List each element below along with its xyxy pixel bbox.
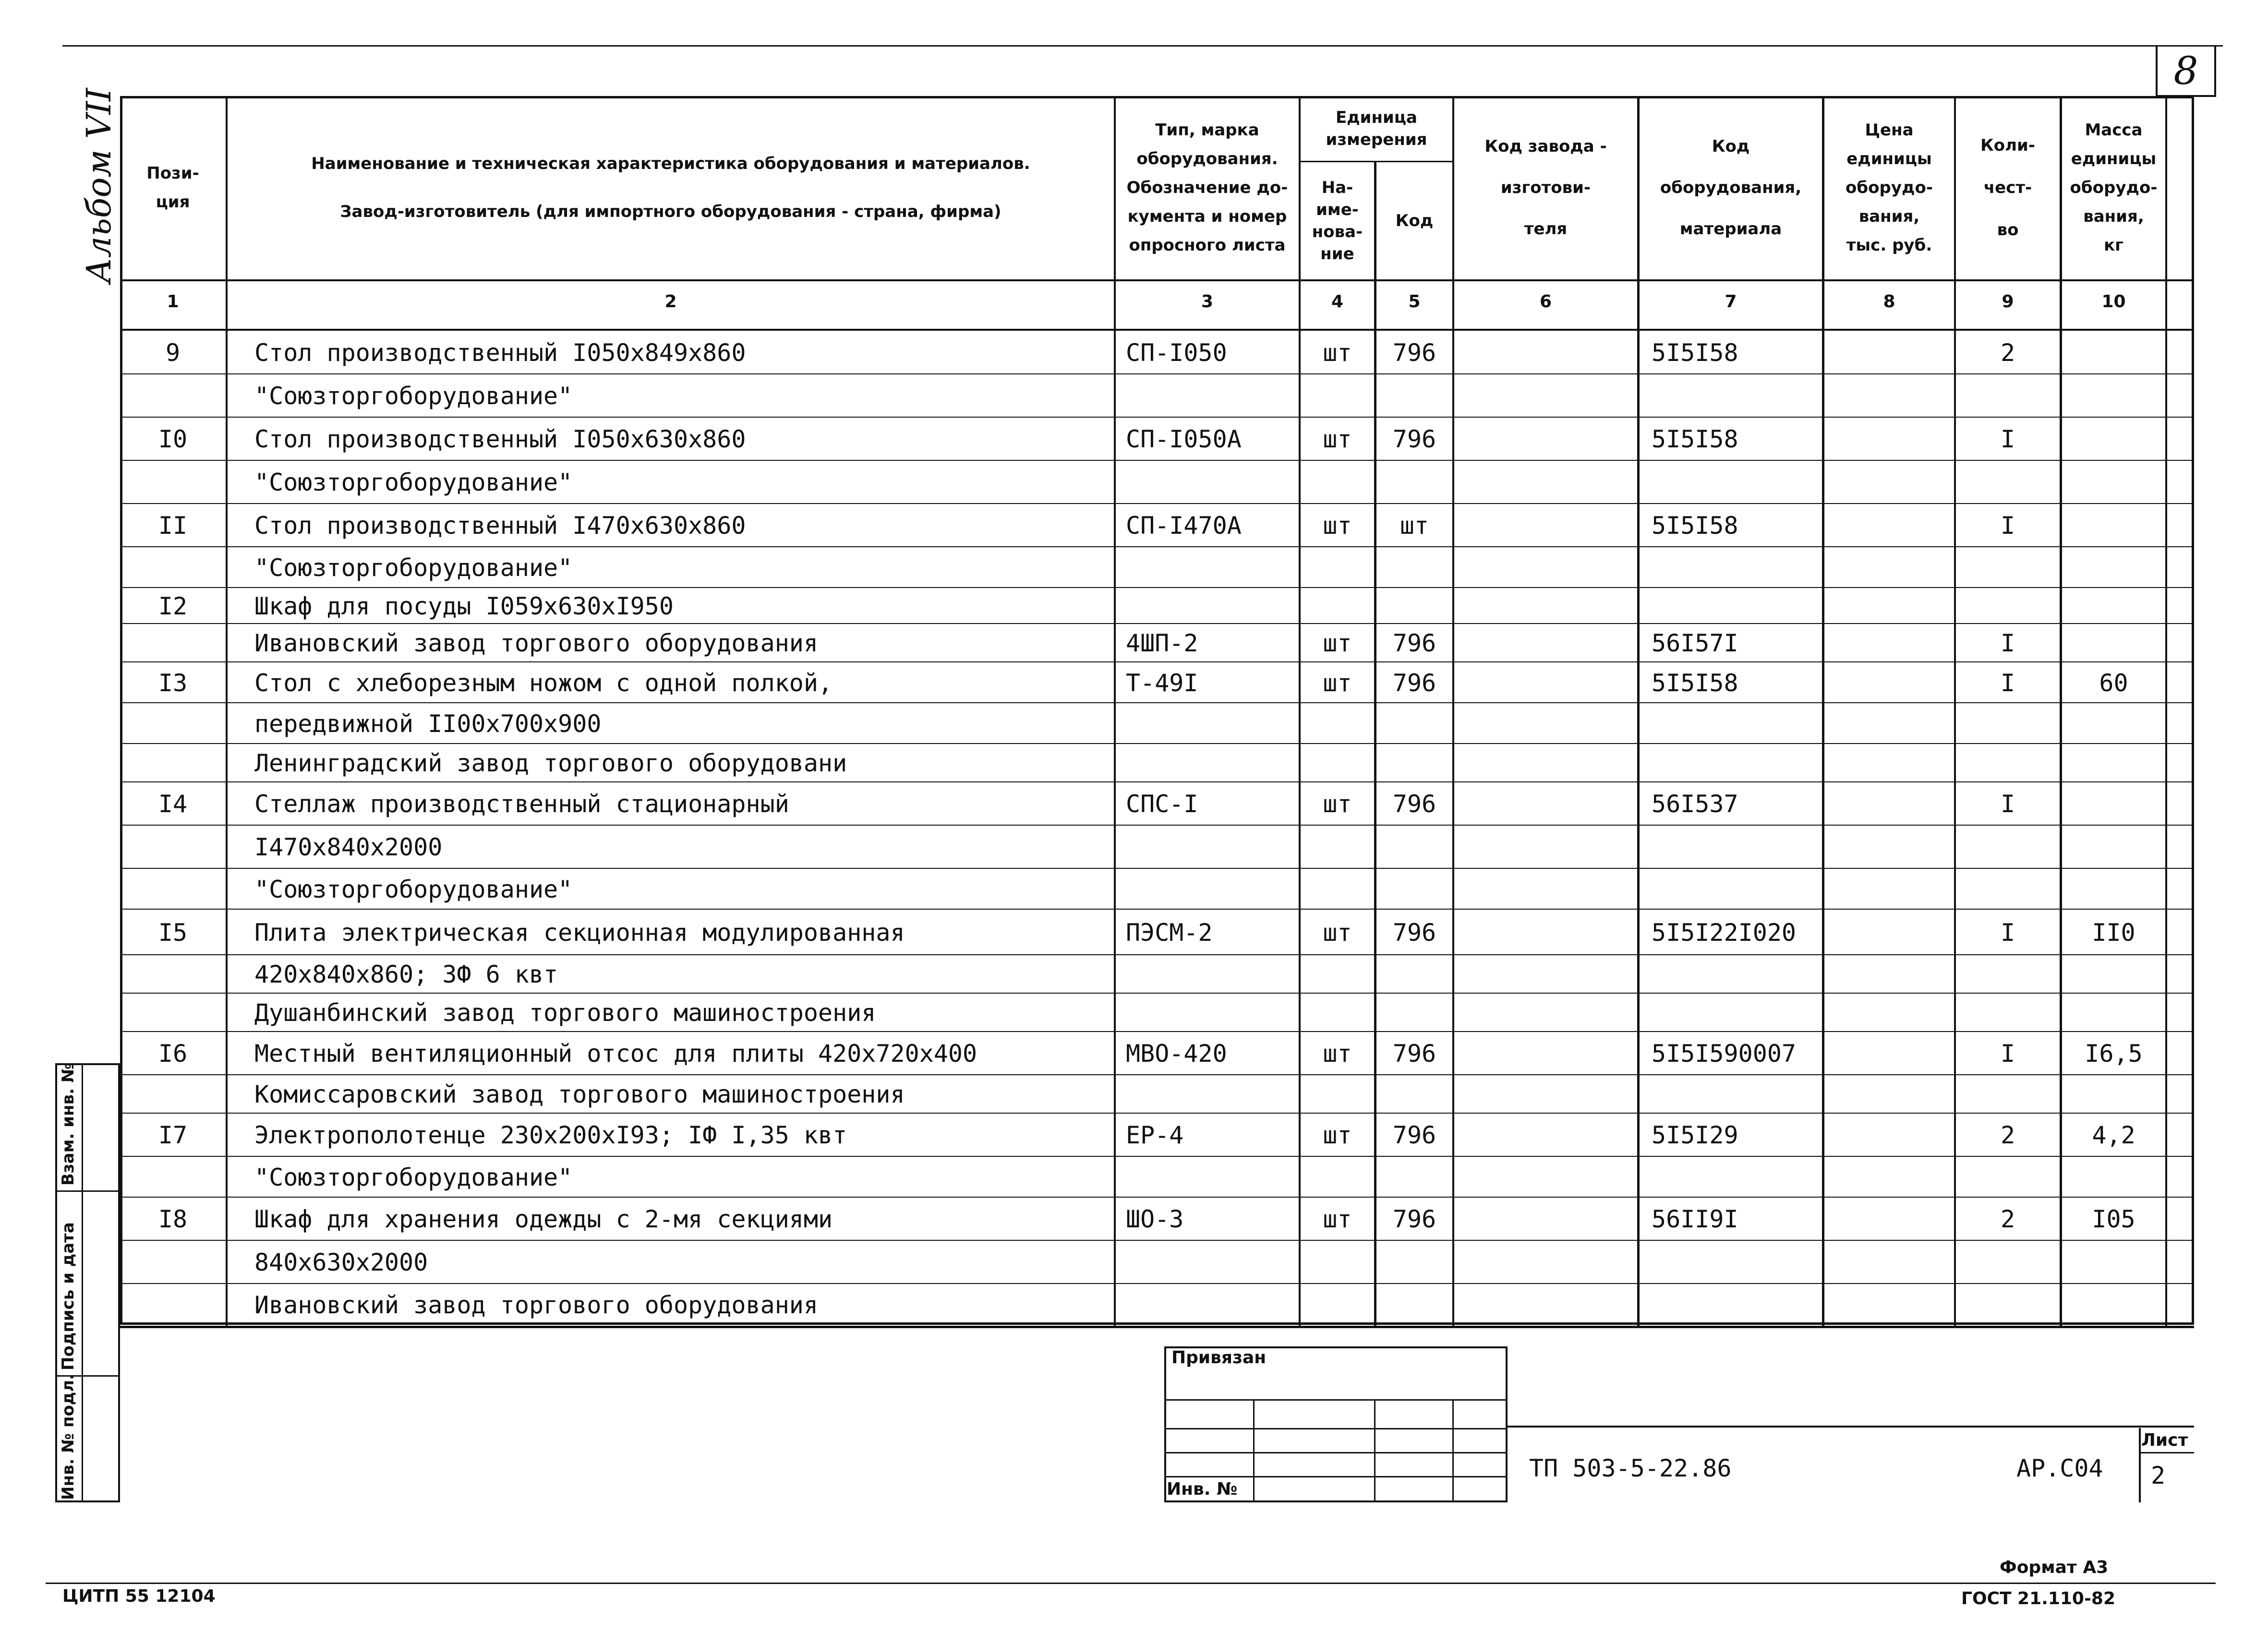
cell-pos: I8: [158, 1205, 188, 1233]
cell-mass: 4,2: [2092, 1121, 2135, 1149]
row-separator: [120, 702, 2194, 703]
row-separator: [120, 781, 2194, 782]
cell-name: Электрополотенце 230x200xI93; IФ I,35 квт: [254, 1121, 847, 1149]
footer-format: Формат А3: [2000, 1558, 2109, 1577]
cell-equip: 56I537: [1652, 790, 1738, 818]
cell-type: СПС-I: [1126, 790, 1198, 818]
cell-code: 796: [1392, 425, 1436, 453]
col-num-10: 10: [2101, 292, 2126, 312]
row-separator: [120, 623, 2194, 624]
row-separator: [120, 743, 2194, 744]
cell-unit: шт: [1323, 1121, 1352, 1149]
header-factory-code: Код завода - изготови- теля: [1484, 137, 1607, 239]
cell-name: I470x840x2000: [254, 833, 443, 861]
cell-unit: шт: [1323, 512, 1352, 540]
cell-code: 796: [1392, 790, 1436, 818]
cell-equip: 5I5I590007: [1652, 1040, 1797, 1068]
cell-equip: 56I57I: [1652, 629, 1738, 657]
footer-left: ЦИТП 55 12104: [62, 1586, 216, 1606]
cell-name: Ивановский завод торгового оборудования: [254, 1291, 818, 1319]
cell-name: "Союзторгоборудование": [254, 1163, 573, 1191]
cell-qty: I: [2000, 512, 2015, 540]
col-num-4: 4: [1331, 292, 1344, 312]
cell-unit: шт: [1323, 339, 1352, 367]
col-num-1: 1: [167, 292, 179, 312]
cell-equip: 5I5I58: [1652, 339, 1738, 367]
cell-equip: 56II9I: [1652, 1205, 1738, 1233]
cell-type: Т-49I: [1126, 669, 1198, 697]
row-separator: [120, 460, 2194, 461]
cell-type: СП-I050А: [1126, 425, 1242, 453]
cell-equip: 5I5I58: [1652, 512, 1738, 540]
cell-unit: шт: [1323, 669, 1352, 697]
row-separator: [120, 373, 2194, 374]
cell-pos: I2: [158, 592, 188, 620]
cell-name: Ивановский завод торгового оборудования: [254, 629, 818, 657]
cell-pos: 9: [165, 339, 181, 367]
cell-equip: 5I5I22I020: [1652, 918, 1797, 947]
cell-equip: 5I5I58: [1652, 669, 1738, 697]
row-separator: [120, 993, 2194, 994]
col-num-2: 2: [664, 292, 677, 312]
col-num-8: 8: [1883, 292, 1895, 312]
header-position: Пози- ция: [146, 164, 199, 212]
cell-type: 4ШП-2: [1126, 629, 1198, 657]
cell-name: "Союзторгоборудование": [254, 468, 573, 496]
inv-no-label: Инв. №: [1167, 1479, 1238, 1499]
cell-name: Ленинградский завод торгового оборудовани: [254, 749, 847, 777]
cell-code: 796: [1392, 1121, 1436, 1149]
cell-pos: I3: [158, 669, 188, 697]
header-mass: Масса единицы оборудо- вания, кг: [2070, 120, 2158, 255]
cell-name: Стол производственный I050x849x860: [254, 339, 746, 367]
cell-name: "Союзторгоборудование": [254, 875, 573, 903]
cell-qty: I: [2000, 629, 2015, 657]
cell-name: 420x840x860; 3Ф 6 квт: [254, 960, 558, 988]
row-separator: [120, 1074, 2194, 1075]
cell-mass: I05: [2092, 1205, 2135, 1233]
cell-unit: шт: [1323, 1205, 1352, 1233]
header-equipment-code: Код оборудования, материала: [1660, 137, 1802, 239]
col-num-5: 5: [1408, 292, 1421, 312]
col-num-9: 9: [2002, 292, 2014, 312]
cell-name: Плита электрическая секционная модулированная: [254, 918, 905, 947]
cell-code: 796: [1392, 918, 1436, 947]
row-separator: [120, 503, 2194, 504]
row-separator: [120, 825, 2194, 826]
col-num-7: 7: [1725, 292, 1737, 312]
footer-gost: ГОСТ 21.110-82: [1961, 1589, 2116, 1608]
top-border: [62, 45, 2223, 47]
cell-name: Местный вентиляционный отсос для плиты 420x720x400: [254, 1040, 977, 1068]
header-quantity: Коли- чест- во: [1980, 136, 2035, 240]
header-unit-name: На- име- нова- ние: [1312, 178, 1363, 264]
cell-unit: шт: [1323, 1040, 1352, 1068]
cell-name: Шкаф для хранения одежды с 2-мя секциями: [254, 1205, 833, 1233]
cell-name: 840x630x2000: [254, 1248, 428, 1276]
row-separator: [120, 1031, 2194, 1032]
cell-name: Комиссаровский завод торгового машиностроения: [254, 1080, 905, 1108]
cell-code: 796: [1392, 629, 1436, 657]
cell-name: Стол производственный I050x630x860: [254, 425, 746, 453]
side-label-vzam: Взам. инв. №: [59, 1063, 78, 1186]
cell-qty: I: [2000, 1040, 2015, 1068]
cell-name: Душанбинский завод торгового машиностроения: [254, 999, 876, 1027]
cell-type: ШО-3: [1126, 1205, 1184, 1233]
cell-name: Стол производственный I470x630x860: [254, 512, 746, 540]
cell-mass: 60: [2099, 669, 2128, 697]
cell-name: Стол с хлеборезным ножом с одной полкой,: [254, 669, 833, 697]
cell-pos: I0: [158, 425, 188, 453]
cell-name: Стеллаж производственный стационарный: [254, 790, 789, 818]
header-unit-code: Код: [1395, 211, 1434, 230]
header-price: Цена единицы оборудо- вания, тыс. руб.: [1846, 120, 1933, 255]
cell-qty: I: [2000, 790, 2015, 818]
row-separator: [120, 1283, 2194, 1284]
row-separator: [120, 661, 2194, 662]
row-separator: [120, 417, 2194, 418]
row-separator: [120, 868, 2194, 869]
cell-equip: 5I5I29: [1652, 1121, 1738, 1149]
cell-type: ПЭСМ-2: [1126, 918, 1213, 947]
cell-code: 796: [1392, 1040, 1436, 1068]
cell-qty: I: [2000, 425, 2015, 453]
row-separator: [120, 1197, 2194, 1198]
cell-name: "Союзторгоборудование": [254, 553, 573, 582]
col-num-3: 3: [1201, 292, 1214, 312]
cell-type: СП-I470А: [1126, 512, 1242, 540]
cell-pos: I4: [158, 790, 188, 818]
cell-qty: 2: [2000, 339, 2015, 367]
cell-name: "Союзторгоборудование": [254, 382, 573, 410]
row-separator: [120, 546, 2194, 547]
row-separator: [120, 1240, 2194, 1241]
cell-code: 796: [1392, 339, 1436, 367]
cell-code: шт: [1399, 512, 1429, 540]
row-separator: [120, 587, 2194, 588]
cell-unit: шт: [1323, 790, 1352, 818]
row-separator: [120, 1113, 2194, 1114]
header-type: Тип, марка оборудования. Обозначение до- кумента и номер опросного листа: [1126, 120, 1288, 255]
side-label-inv-podl: Инв. № подл.: [59, 1373, 78, 1500]
cell-qty: I: [2000, 918, 2015, 947]
cell-type: ЕР-4: [1126, 1121, 1184, 1149]
cell-name: Шкаф для посуды I059x630xI950: [254, 592, 674, 620]
row-separator: [120, 1156, 2194, 1157]
cell-name: передвижной II00x700x900: [254, 709, 602, 738]
list-number: 2: [2151, 1462, 2166, 1489]
list-label: Лист: [2141, 1430, 2188, 1450]
document-code: ТП 503-5-22.86: [1529, 1454, 1732, 1482]
row-separator: [120, 954, 2194, 955]
sheet-corner-number: 8: [2173, 48, 2198, 93]
cell-unit: шт: [1323, 918, 1352, 947]
cell-qty: 2: [2000, 1205, 2015, 1233]
cell-mass: II0: [2092, 918, 2135, 947]
header-unit: Единица измерения: [1326, 108, 1427, 149]
privyazan-label: Привязан: [1171, 1348, 1267, 1368]
side-label-podpis: Подпись и дата: [59, 1222, 78, 1370]
section-code: АР.С04: [2016, 1454, 2103, 1482]
cell-type: МВО-420: [1126, 1040, 1227, 1068]
cell-code: 796: [1392, 669, 1436, 697]
cell-type: СП-I050: [1126, 339, 1227, 367]
cell-code: 796: [1392, 1205, 1436, 1233]
header-name: Наименование и техническая характеристика оборудования и материалов. Завод-изготовитель (для импортного оборудования - страна, фирма): [311, 154, 1030, 221]
cell-pos: I6: [158, 1040, 188, 1068]
cell-qty: I: [2000, 669, 2015, 697]
row-separator: [120, 909, 2194, 910]
cell-pos: I7: [158, 1121, 188, 1149]
cell-pos: I5: [158, 918, 188, 947]
cell-mass: I6,5: [2085, 1040, 2143, 1068]
cell-unit: шт: [1323, 629, 1352, 657]
cell-qty: 2: [2000, 1121, 2015, 1149]
cell-unit: шт: [1323, 425, 1352, 453]
cell-pos: II: [158, 512, 188, 540]
col-num-6: 6: [1539, 292, 1552, 312]
cell-equip: 5I5I58: [1652, 425, 1738, 453]
album-label: Альбом VII: [79, 88, 119, 283]
